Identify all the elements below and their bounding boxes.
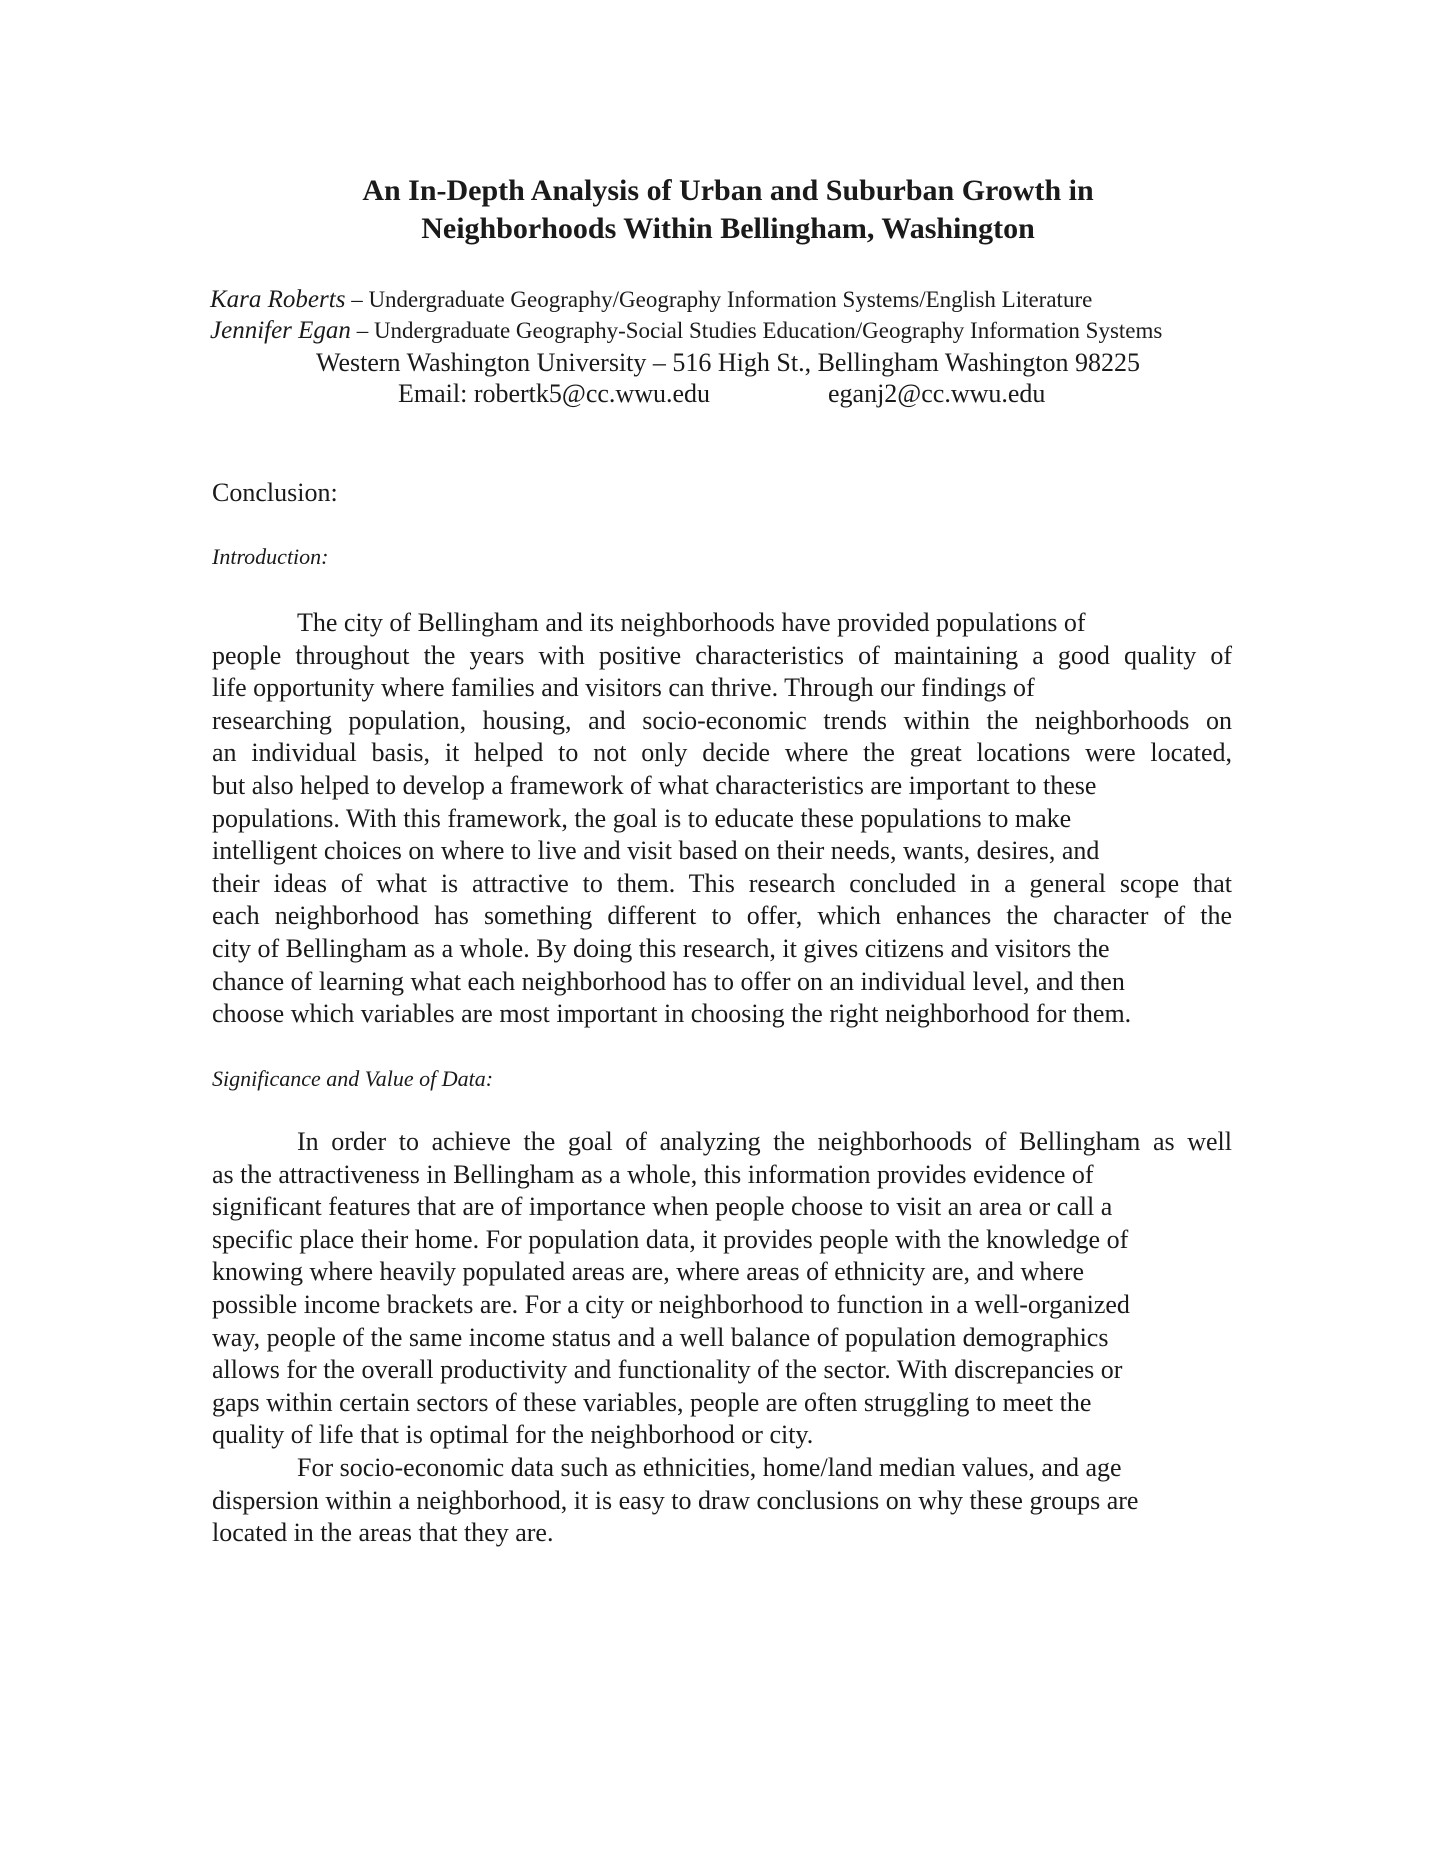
text-line: In order to achieve the goal of analyzing the neighborhoods of Bellingham as well bbox=[297, 1127, 1232, 1156]
text-line: life opportunity where families and visitors can thrive. Through our findings of bbox=[212, 673, 1035, 703]
email-second: eganj2@cc.wwu.edu bbox=[828, 379, 1046, 408]
author-affiliation: – Undergraduate Geography/Geography Information Systems/English Literature bbox=[345, 287, 1093, 312]
text-line: quality of life that is optimal for the neighborhood or city. bbox=[212, 1420, 814, 1450]
text-line: For socio-economic data such as ethnicities, home/land median values, and age bbox=[297, 1452, 1122, 1482]
text-line: intelligent choices on where to live and visit based on their needs, wants, desires, and bbox=[212, 836, 1100, 866]
title-line: An In-Depth Analysis of Urban and Suburban Growth in bbox=[362, 174, 1094, 207]
text-line: researching population, housing, and socio-economic trends within the neighborhoods on bbox=[212, 705, 1232, 735]
introduction-paragraph bbox=[212, 607, 1232, 1031]
text-line: people throughout the years with positive characteristics of maintaining a good quality of bbox=[212, 640, 1232, 670]
section-heading: Conclusion: bbox=[212, 478, 338, 507]
author-line bbox=[210, 315, 1260, 346]
text-line: dispersion within a neighborhood, it is easy to draw conclusions on why these groups are bbox=[212, 1485, 1139, 1515]
text-line: choose which variables are most important in choosing the right neighborhood for them. bbox=[212, 999, 1132, 1029]
text-line: The city of Bellingham and its neighborhoods have provided populations of bbox=[297, 608, 1086, 637]
text-line: allows for the overall productivity and functionality of the sector. With discrepancies or bbox=[212, 1355, 1123, 1385]
text-line: as the attractiveness in Bellingham as a whole, this information provides evidence of bbox=[212, 1159, 1094, 1189]
institution-address: Western Washington University – 516 High St., Bellingham Washington 98225 bbox=[316, 348, 1140, 377]
text-line: city of Bellingham as a whole. By doing this research, it gives citizens and visitors the bbox=[212, 933, 1110, 963]
text-line: knowing where heavily populated areas are, where areas of ethnicity are, and where bbox=[212, 1257, 1085, 1287]
text-line: possible income brackets are. For a city or neighborhood to function in a well-organized bbox=[212, 1289, 1130, 1319]
author-line bbox=[210, 284, 1260, 315]
author-name: Kara Roberts bbox=[210, 286, 346, 313]
text-line: way, people of the same income status and a well balance of population demographics bbox=[212, 1322, 1109, 1352]
title-line: Neighborhoods Within Bellingham, Washington bbox=[421, 212, 1035, 245]
significance-paragraph bbox=[212, 1126, 1232, 1550]
introduction-heading: Introduction: bbox=[212, 544, 329, 569]
author-block bbox=[210, 284, 1260, 346]
text-line: significant features that are of importance when people choose to visit an area or call a bbox=[212, 1192, 1113, 1222]
text-line: each neighborhood has something different to offer, which enhances the character of the bbox=[212, 901, 1232, 931]
author-affiliation: – Undergraduate Geography-Social Studies Education/Geography Information Systems bbox=[350, 318, 1163, 343]
text-line: populations. With this framework, the goal is to educate these populations to make bbox=[212, 803, 1072, 833]
text-line: but also helped to develop a framework of what characteristics are important to these bbox=[212, 770, 1097, 800]
email-first: Email: robertk5@cc.wwu.edu bbox=[398, 379, 711, 408]
text-line: their ideas of what is attractive to them. This research concluded in a general scope that bbox=[212, 868, 1232, 898]
text-line: chance of learning what each neighborhood has to offer on an individual level, and then bbox=[212, 966, 1125, 996]
paper-title bbox=[0, 172, 1456, 248]
significance-heading: Significance and Value of Data: bbox=[212, 1066, 494, 1091]
author-name: Jennifer Egan bbox=[210, 317, 351, 344]
text-line: an individual basis, it helped to not only decide where the great locations were located, bbox=[212, 738, 1232, 768]
text-line: gaps within certain sectors of these variables, people are often struggling to meet the bbox=[212, 1387, 1092, 1417]
text-line: specific place their home. For population data, it provides people with the knowledge of bbox=[212, 1224, 1129, 1254]
text-line: located in the areas that they are. bbox=[212, 1518, 554, 1548]
